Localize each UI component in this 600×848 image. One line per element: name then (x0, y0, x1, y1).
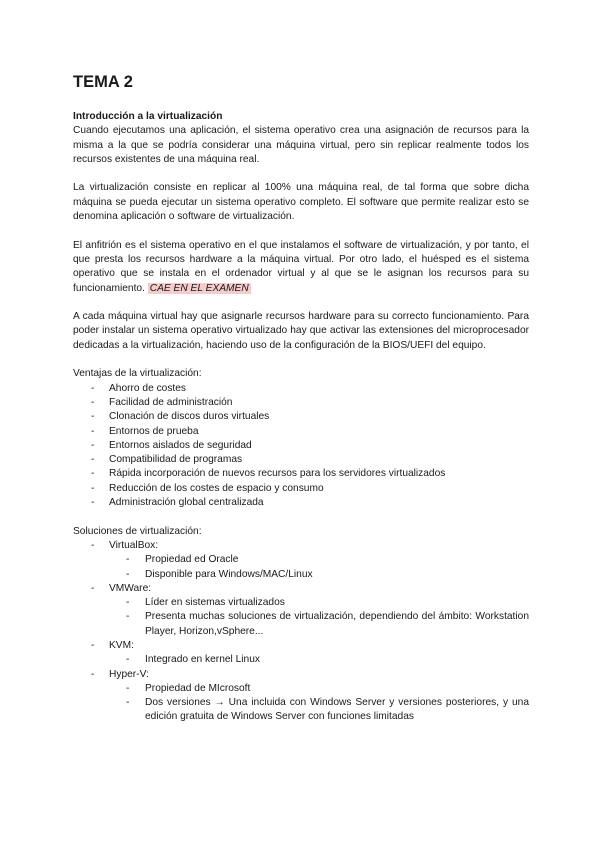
detail-item: - Dos versiones → Una incluida con Windows Server y versiones posteriores, y una edición gratuita de Windows Server con funciones limitadas (109, 696, 529, 725)
paragraph-definition: La virtualización consiste en replicar al 100% una máquina real, de tal forma que sobre dicha máquina se pueda ejecutar un sistema operativo completo. El software que permite realizar esto se denomina aplicación o software de virtualización. (73, 182, 529, 223)
list-item: - Entornos de prueba (73, 425, 529, 439)
section-heading: Introducción a la virtualización (73, 111, 223, 122)
paragraph-host-guest-text: El anfitrión es el sistema operativo en el que instalamos el software de virtualización, y por tanto, el que presta los recursos hardware a la máquina virtual. Por otro lado, el huésped es el sistema operativo que se instala en el ordenador virtual y al que se le asignan los recursos para su funcionamiento. (73, 239, 529, 294)
detail-item: - Líder en sistemas virtualizados (109, 596, 529, 610)
document-body (73, 110, 529, 725)
detail-item: - Disponible para Windows/MAC/Linux (109, 568, 529, 582)
list-item: - Rápida incorporación de nuevos recursos para los servidores virtualizados (73, 467, 529, 481)
solution-details (109, 596, 529, 639)
list-item: - Clonación de discos duros virtuales (73, 410, 529, 424)
solution-details (109, 682, 529, 725)
solution-item-hyperv (73, 668, 529, 725)
exam-highlight-note: CAE EN EL EXAMEN (149, 282, 249, 294)
solution-name: KVM: (109, 639, 134, 651)
detail-item: - Propiedad de MIcrosoft (109, 682, 529, 696)
paragraph-intro: Cuando ejecutamos una aplicación, el sistema operativo crea una asignación de recursos para la misma a la que se podría considerar una máquina virtual, pero sin replicar realmente todos los recursos existentes de una máquina real. (73, 125, 529, 165)
ventajas-list (73, 382, 529, 511)
solution-name: Hyper-V: (109, 668, 149, 680)
solution-name: VMWare: (109, 582, 152, 594)
list-item: - Compatibilidad de programas (73, 453, 529, 467)
paragraph-host-guest (73, 239, 529, 296)
solution-item-kvm (73, 639, 529, 668)
solution-name: VirtualBox: (109, 539, 159, 551)
ventajas-title: Ventajas de la virtualización: (73, 368, 202, 380)
detail-item: - Propiedad ed Oracle (109, 553, 529, 567)
list-item: - Ahorro de costes (73, 382, 529, 396)
list-item: - Reducción de los costes de espacio y consumo (73, 482, 529, 496)
detail-item: - Presenta muchas soluciones de virtualización, dependiendo del ámbito: Workstation Player, Horizon,vSphere... (109, 610, 529, 639)
list-item: - Entornos aislados de seguridad (73, 439, 529, 453)
paragraph-hardware: A cada máquina virtual hay que asignarle recursos hardware para su correcto funcionamiento. Para poder instalar un sistema operativo virtualizado hay que activar las extensiones del microprocesador dedicadas a la virtualización, haciendo uso de la configuración de la BIOS/UEFI del equipo. (73, 311, 529, 351)
list-item: - Facilidad de administración (73, 396, 529, 410)
solution-details (109, 553, 529, 582)
solution-details (109, 653, 529, 667)
soluciones-title: Soluciones de virtualización: (73, 525, 202, 537)
solution-item-vmware (73, 582, 529, 639)
page-title: TEMA 2 (73, 73, 133, 91)
detail-item: - Integrado en kernel Linux (109, 653, 529, 667)
soluciones-list (73, 539, 529, 725)
list-item: - Administración global centralizada (73, 496, 529, 510)
solution-item-virtualbox (73, 539, 529, 582)
